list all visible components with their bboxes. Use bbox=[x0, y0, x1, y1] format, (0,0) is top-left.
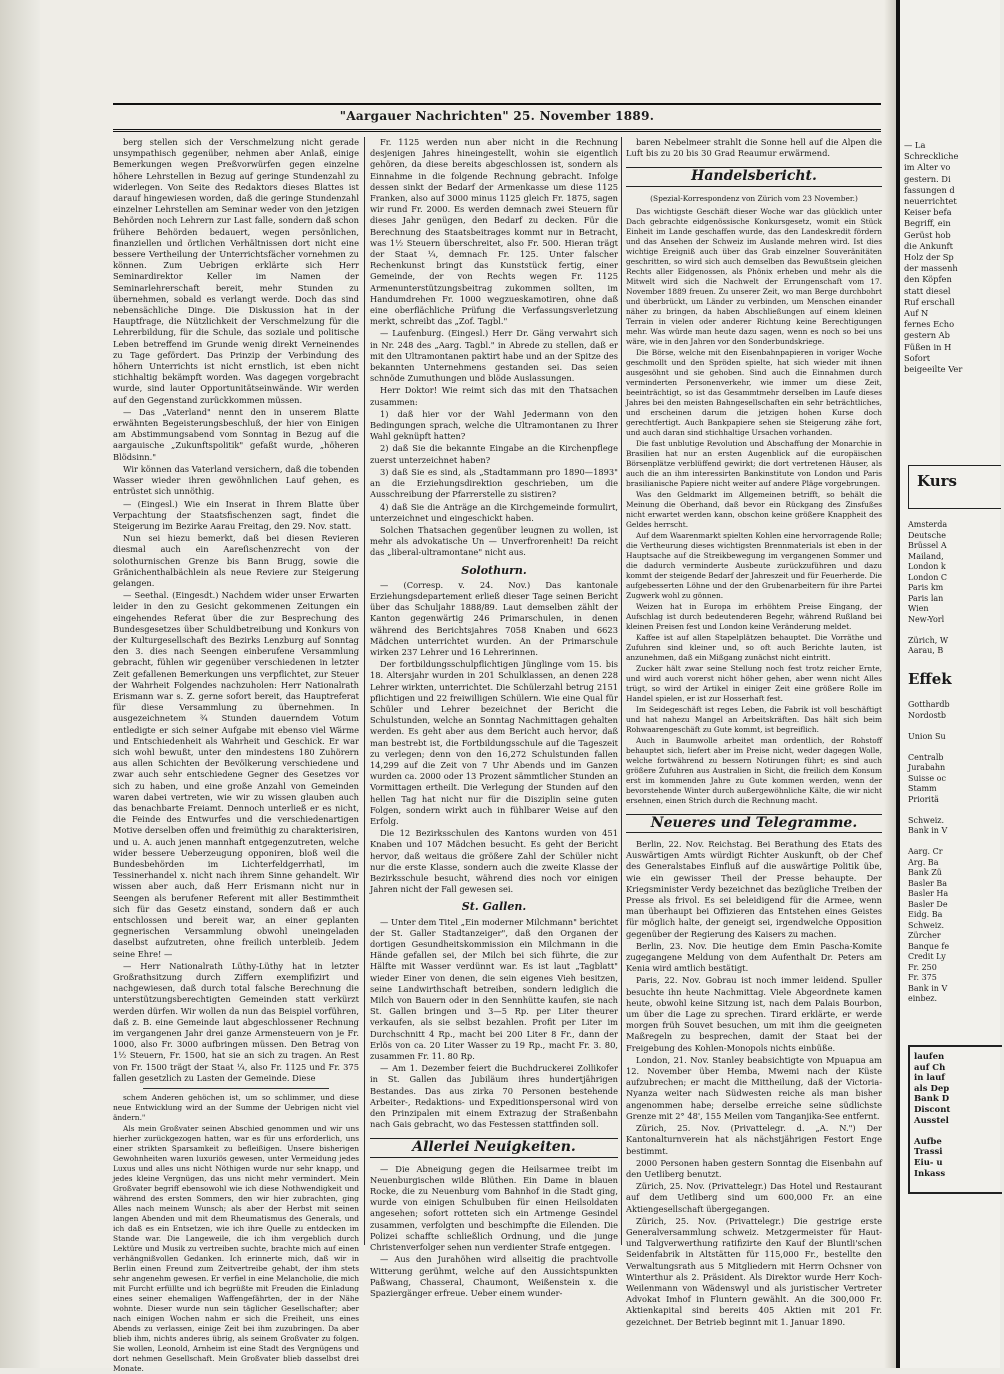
securities-list bbox=[908, 700, 1000, 1005]
section-heading-handelsbericht: Handelsbericht. bbox=[626, 167, 882, 186]
section-heading-allerlei: Allerlei Neuigkeiten. bbox=[370, 1138, 618, 1157]
list-item: Zürich, W bbox=[908, 635, 949, 645]
list-item: London k bbox=[908, 562, 946, 571]
list-item: Aufbe bbox=[914, 1136, 942, 1147]
article-paragraph: Die fast unblutige Revolution und Abschaffung der Monarchie in Brasilien hat nur an ersten Augenblick auf die europäischen Börsenplätze verblüffend gewirkt; die dort vertretenen Häuser, als auch die an ihm interessirten Bankinstitute von London und Paris brasilianische Papiere nicht weiter auf andere Pläge vorgebrungen. bbox=[626, 438, 882, 488]
text-line: fassungen d bbox=[904, 184, 955, 195]
list-item: Banque fe bbox=[908, 941, 950, 951]
page-shadow bbox=[884, 0, 896, 1368]
list-item: Centralb bbox=[908, 752, 944, 762]
text-line: statt diesel bbox=[904, 285, 951, 296]
list-item: Suisse oc bbox=[908, 773, 946, 783]
list-item: Gotthardb bbox=[908, 700, 950, 709]
text-line: Holz der Sp bbox=[904, 252, 954, 263]
adjacent-page-text bbox=[904, 140, 1004, 375]
divider bbox=[143, 1088, 329, 1089]
list-item: Deutsche bbox=[908, 530, 946, 540]
list-item: Bank D bbox=[914, 1094, 950, 1105]
section-heading-telegramme: Neueres und Telegramme. bbox=[626, 814, 882, 833]
list-item: Prioritä bbox=[908, 794, 939, 804]
article-paragraph: Fr. 1125 werden nun aber nicht in die Rechnung desjenigen Jahres hineingestellt, wohin sie eigentlich gehören, da diese bereits abgeschlossen ist, sondern als Einnahme in die folgende Rechnung gebracht. Infolge dessen sinkt der Bedarf der Armenkasse um diese 1125 Franken, also auf 3000 minus 1125 gleich Fr. 1875, sagen wir rund Fr. 2000. Es werden demnach zwei Steuern für dieses Jahr genügen, den Bedarf zu decken. Für die Berechnung des Staatsbeitrages kommt nur in Betracht, was 1½ Steuern überschreitet, also Fr. 500. Hieran trägt der Staat ¼, demnach Fr. 125. Unter falscher Rechenkunst bringt das Kunststück fertig, einer Gemeinde, der von Rechts wegen Fr. 1125 Armenunterstützungsbeitrag zukommen sollten, im Handumdrehen Fr. 1000 wegzueskamotiren, ohne daß eine oberflächliche Prüfung die Verfassungsverletzung merkt, schreibt das „Zof. Tagbl." bbox=[370, 137, 618, 327]
list-item: Aarg. Cr bbox=[908, 847, 943, 856]
list-item: Arg. Ba bbox=[908, 857, 939, 867]
article-paragraph: Im Seidegeschäft ist reges Leben, die Fabrik ist voll beschäftigt und hat nahezu Mangel an Arbeitskräften. Das hält sich beim Rohwaarengeschäft zu Gute kommt, ist begreiflich. bbox=[626, 704, 882, 734]
article-paragraph: Was den Geldmarkt im Allgemeinen betrifft, so behält die Meinung die Oberhand, daß bevor ein Rückgang des Zinsfußes nicht erwartet werden kann, obschon keine größere Knappheit des Geldes herrscht. bbox=[626, 489, 882, 529]
list-item: Eiu- u bbox=[914, 1157, 943, 1168]
article-paragraph: baren Nebelmeer strahlt die Sonne hell auf die Alpen die Luft bis zu 20 bis 30 Grad Reaumur erwärmend. bbox=[626, 137, 882, 159]
list-item: Paris km bbox=[908, 583, 944, 592]
list-item: Eidg. Ba bbox=[908, 910, 943, 919]
article-paragraph: Zürich, 25. Nov. (Privattelegr. d. „A. N.") Der Kantonalturnverein hat als nächstjährigen Festort Enge bestimmt. bbox=[626, 1123, 882, 1156]
text-line: im Alter vo bbox=[904, 162, 951, 173]
article-paragraph: Zürich, 25. Nov. (Privattelegr.) Die gestrige erste Generalversammlung schweiz. Metzgermeister für Haut- und Talgverwerthung ratifizirte den Kauf der Bluntli'schen Seidenfabrik in Altstätten für 115,000 Fr., bestellte den Verwaltungsrath aus 5 Mitgliedern mit Herrn Ochsner von Winterthur als 2. Präsident. Als Direktor wurde Herr Koch-Weilenmann von Wädenswyl und als juristischer Vertreter Advokat Imhof in Fluntern gewählt. An die 300,000 Fr. Aktienkapital sind bereits 405 Aktien mit 201 Fr. gezeichnet. Der Betrieb beginnt mit 1. Januar 1890. bbox=[626, 1215, 882, 1327]
article-paragraph: Zucker hält zwar seine Stellung noch fest trotz reicher Ernte, und wird auch vorerst nicht höher gehen, aber wenn nicht Alles trügt, so wird der Artikel in einiger Zeit eine größere Rolle im Handel spielen, er ist zur Hosserhaft fest. bbox=[626, 663, 882, 703]
list-item bbox=[908, 742, 1000, 753]
list-item: Bank in V bbox=[908, 983, 948, 993]
list-item: Basler De bbox=[908, 899, 948, 909]
article-paragraph: Wir können das Vaterland versichern, daß die tobenden Wasser wieder ihren gewöhnlichen Lauf gehen, es entrüstet sich unnöthig. bbox=[113, 463, 359, 497]
text-line: — La bbox=[904, 140, 926, 150]
article-paragraph: — Das „Vaterland" nennt den in unserem Blatte erwähnten Begeisterungsbeschluß, der hier von Einigen am Abstimmungsabend vom Sonntag in Bezug auf die aargauische „Zukunftspolitik" gefaßt wurde, „höheren Blödsinn." bbox=[113, 406, 359, 462]
text-line: beigeeilte Ver bbox=[904, 364, 963, 375]
list-item: in lauf bbox=[914, 1073, 945, 1084]
feuilleton-paragraph: Als mein Großvater seinen Abschied genommen und wir uns hierher zurückgezogen hatten, war es für uns erforderlich, uns einer strikten Sparsamkeit zu befleißigen. Unsere bisherigen Gewohnheiten waren luxuriös gewesen, unter Vermeidung jedes Luxus und alles uns nicht Nöthigen wurde nur sehr knapp, und jedes kleine Vergnügen, das uns nicht mehr vermindert. Mein Großvater begriff ebensowohl wie ich diese Nothwendigkeit und während des ersten Sommers, den wir hier zubrachten, ging Alles nach meinem Wunsch; als aber der Herbst mit seinen langen Abenden und mit dem Rheumatismus des Generals, und ich daß es ein Entsetzen, wie ich ihre Quelle zu entdecken im Stande war. Die Langeweile, die ich ihm vergeblich durch Lektüre und Musik zu vertreiben suchte, brachte mich auf einen verhängnißvollen Gedanken. Ich erinnerte mich, daß wir in Berlin einen Freund zum Zeitvertreibe gehabt, der ihm stets sehr angenehm gewesen. Er verfiel in eine Melancholie, die mich mit Furcht erfüllte und ich begrüßte mit Freuden die Einladung eines seiner ehemaligen Waffengefährten, der in der Nähe wohnte. Dieser wurde nun sein täglicher Gesellschafter; aber nach einigen Wochen nahm er sich die Freiheit, uns eines Abends zu verlassen, einige Zeit bei ihm zuzubringen. Da aber blieb ihm, nichts anderes übrig, als seinem Großvater zu folgen. Sie wollen, Leonold, Arnheim ist eine Stadt des Vergnügens und dort nehmen Gesellschaft. Mein Großvater blieb dasselbst drei Monate. bbox=[113, 1124, 359, 1374]
list-item: Discont bbox=[914, 1104, 951, 1115]
article-paragraph: Auf dem Waarenmarkt spielten Kohlen eine hervorragende Rolle; die Vertheurung dieses wichtigsten Brennmaterials ist eben in der Hauptsache auf die Streikbewegung im vergangenen Sommer und die dadurch verminderte Ausbeute zurückzuführen und dazu kommt der steigende Bedarf der Jahreszeit und für Feuerherde. Die aufgebesserten Löhne und der den Grubenarbeitern für ihre Partei Zugwerk wohl zu gönnen. bbox=[626, 530, 882, 600]
text-line: Keiser befa bbox=[904, 207, 952, 218]
section-heading-solothurn: Solothurn. bbox=[461, 563, 527, 577]
article-paragraph: Die 12 Bezirksschulen des Kantons wurden von 451 Knaben und 107 Mädchen besucht. Es geht der Bericht hervor, daß weitaus die größere Zahl der Schüler nicht nur die erste Klasse, sondern auch die zweite Klasse der Bezirksschule besucht, während dies noch vor einigen Jahren nicht der Fall gewesen sei. bbox=[370, 828, 618, 895]
list-item: Inkass bbox=[914, 1168, 946, 1179]
article-paragraph: Nun sei hiezu bemerkt, daß bei diesen Revieren diesmal auch ein Aareſischenzrecht von der solothurnischen Grenze bis Bann Brugg, sowie die Gränichenthalbächlein als neue Reviere zur Steigerung gelangen. bbox=[113, 533, 359, 588]
list-item: laufen bbox=[914, 1052, 945, 1062]
section-subheading: (Spezial-Korrespondenz von Zürich vom 23 November.) bbox=[650, 193, 858, 203]
text-line: der massenh bbox=[904, 263, 958, 274]
feuilleton-paragraph: schem Anderen gehöchen ist, um so schlimmer, und diese neue Entwicklung wird an der Summe der Uebrigen nicht viel ändern." bbox=[113, 1093, 359, 1123]
list-item: Credit Ly bbox=[908, 952, 946, 961]
list-item: einbez. bbox=[908, 994, 938, 1003]
text-line: Schreckliche bbox=[904, 151, 959, 162]
text-line: Auf N bbox=[904, 308, 929, 319]
text-line: Ruf erschall bbox=[904, 296, 955, 307]
list-item: London C bbox=[908, 572, 948, 582]
list-item bbox=[908, 625, 1000, 636]
list-item bbox=[908, 721, 1000, 732]
kurse-box bbox=[908, 465, 1001, 509]
list-item bbox=[908, 805, 1000, 816]
article-paragraph: — Herr Nationalrath Lüthy-Lüthy hat in letzter Großrathsitzung durch Ziffern exemplifizirt und nachgewiesen, daß durch total falsche Berechnung die unterstützungsberechtigten Gemeinden statt verkürzt werden dürfen. Wir wollen da nun das Beispiel vorführen, daß z. B. eine Gemeinde laut abgeschlossener Rechnung im vergangenen Jahr drei ganze Armensteuern von je Fr. 1000, also Fr. 3000 aufbringen müssen. Den Betrag von 1½ Steuern, Fr. 1500, hat sie an sich zu tragen. An Rest von Fr. 1500 trägt der Staat ¼, also Fr. 1125 und Fr. 375 fallen gesetzlich zu Lasten der Gemeinde. Diese bbox=[113, 960, 359, 1083]
text-line: gestern. Di bbox=[904, 173, 951, 184]
list-item: Trassi bbox=[914, 1147, 943, 1158]
list-item: Basler Ba bbox=[908, 878, 948, 888]
text-line: den Köpfen bbox=[904, 274, 952, 285]
list-item: Nordostb bbox=[908, 710, 947, 720]
list-item bbox=[908, 837, 1000, 848]
article-paragraph: — (Corresp. v. 24. Nov.) Das kantonale Erziehungsdepartement erließ dieser Tage seinen Bericht über das Schuljahr 1888/89. Laut demselben zählt der Kanton gegenwärtig 246 Primarschulen, in denen während des Berichtsjahres 7058 Knaben und 6623 Mädchen unterrichtet wurden. An der Primarschule wirken 237 Lehrer und 16 Lehrerinnen. bbox=[370, 579, 618, 657]
article-paragraph: — (Eingesl.) Wie ein Inserat in Ihrem Blatte über Verpachtung der Staatsfischenzen sagt, findet die Steigerung im Bezirke Aarau Freitag, den 29. Nov. statt. bbox=[113, 498, 359, 531]
list-item: New-Yorl bbox=[908, 614, 945, 624]
article-paragraph: — Seethal. (Eingesdt.) Nachdem wider unser Erwarten leider in den zu Gesicht gekommenen Zeitungen ein eingehendes Referat über die zur Besprechung des Bundesgesetzes über Schuldbetreibung und Konkurs von der Kulturgesellschaft des Bezirks Lenzburg auf Sonntag den 3. dies nach Seengen einberufene Versammlung gebracht, fühlen wir gegenüber verschiedenen in letzter Zeit gefallenen Bemerkungen uns verpflichtet, zur Steuer der Wahrheit Folgendes nachzuholen: Herr Nationalrath Erismann war s. Z. gerne sofort bereit, das Hauptreferat für diese Versammlung zu übernehmen. In ausgezeichnetem ¾ Stunden dauerndem Votum entledigte er sich seiner Aufgabe mit ebenso viel Wärme und Entschiedenheit als Wahrheit und Geschick. Er war sich wohl bewußt, unter den mindestens 180 Zuhörern aus allen Schichten der Bevölkerung verschiedene und zwar auch sehr entschiedene Gegner des Gesetzes vor sich zu haben, und eine große Anzahl von Gemeinden waren dabei vertreten, wie wir zu wissen glauben auch das benachbarte Freiamt. Dennoch unterließ er es nicht, die Feinde des Entwurfes und die verschiedenartigen Motive derselben offen und freimüthig zu charakterisiren, und u. A. auch jenen mannhaft entgegenzutreten, welche wider bessere Ueberzeugung opponiren, bloß weil die Bundesbehörden im Lichterfeldgerrhatl, im Tessinerhandel x. nicht nach ihrem Sinne gehandelt. Wir wissen aber auch, daß Herr Erismann nicht nur in Seengen als berufener Referent mit aller Bestimmtheit sich für das Gesetz einstand, sondern daß er auch entschlossen und bereit war, an einer geplanten gegnerischen Versammlung obwohl uneingeladen daselbst aufzutreten, ohne freilich unterbleib. Jedem seine Ehre! — bbox=[113, 590, 359, 959]
list-item: auf Ch bbox=[914, 1062, 946, 1073]
column-rule bbox=[621, 137, 622, 1245]
article-paragraph: berg stellen sich der Verschmelzung nicht gerade unsympathisch gegenüber, nehmen aber Anlaß, einige Bemerkungen wegen Preßvorwürfen gegen einzelne höhere Lehrstellen in Bezug auf geringe Stundenzahl zu widerlegen. Von Seite des Redaktors dieses Blattes ist darauf hingewiesen worden, daß die geringe Stundenzahl einzelner Lehrstellen am Seminar weder von den jetzigen Behörden noch Lehrern zur Last falle, sondern daß schon frühere Behörden bedauert, wegen persönlichen, finanziellen und örtlichen Verhältnissen dort nicht eine bessere Vertheilung der Unterrichtsfächer vornehmen zu können. Zum Uebrigen erklärte sich Herr Seminardirektor Keller im Namen der Seminarlehrerschaft bereit, mehr Stunden zu übernehmen, sobald es verlangt werde. Doch das sind nebensächliche Dinge. Die Diskussion hat in der Hauptfrage, die Nützlichkeit der Verschmelzung für die Lehrerbildung, für die Schule, das soziale und politische Leben betreffend im Grunde wenig direkt Verneinendes zu Tage gefördert. Das Prinzip der Verbindung des höhern Unterrichts ist nicht ernstlich, ist eben nicht stichhaltig bekämpft worden. Was dagegen vorgebracht wurde, sind lauter Opportunitätseinwände. Wir werden auf den Gegenstand zurückkommen müssen. bbox=[113, 137, 359, 405]
text-line: gestern Ab bbox=[904, 330, 950, 341]
list-item: Wien bbox=[908, 604, 929, 613]
list-item: Aarau, B bbox=[908, 646, 944, 655]
list-item: Schweiz. bbox=[908, 815, 945, 825]
article-paragraph: Auch in Baumwolle arbeitet man ordentlich, der Rohstoff behauptet sich, liefert aber im Preise nicht, weder dagegen Wolle, welche fortwährend zu bessern Notirungen führt; es sind auch größere Zufuhren aus Australien in Sicht, die freilich dem Konsum erst im kommenden Jahre zu Gute kommen werden, wenn der bevorstehende Winter durch außergewöhnliche Kälte, die wir nicht ersehnen, einen Strich durch die Rechnung macht. bbox=[626, 735, 882, 805]
article-paragraph: Paris, 22. Nov. Gobrau ist noch immer leidend. Spuller besuchte ihn heute Nachmittag. Viele Abgeordnete kamen heute, obwohl keine Sitzung ist, nach dem Palais Bourbon, um über die Lage zu sprechen. Tirard erklärte, er werde morgen früh Souvet besuchen, um mit ihm die geeigneten Maßregeln zu besprechen, damit der Staat bei der Freigebung des Kohlen-Monopols nichts einbüße. bbox=[626, 975, 882, 1053]
article-paragraph: — Aus den Jurahöhen wird allseitig die prachtvolle Witterung gerühmt, welche auf den Aussichtspunkten Paßwang, Chasseral, Chaumont, Weißenstein x. die Spaziergänger erfreue. Ueber einem wunder- bbox=[370, 1254, 618, 1298]
column-3 bbox=[626, 137, 882, 1327]
exchange-list bbox=[908, 520, 1000, 657]
list-item: als Dep bbox=[914, 1083, 950, 1094]
article-paragraph: London, 21. Nov. Stanley beabsichtigte von Mpuapua am 12. November über Hemba, Mwemi nach der Küste aufzubrechen; er macht die Mittheilung, daß der Victoria-Nyanza weiter nach Südwesten reiche als man bisher angenommen habe; derselbe erreiche seine südlichste Grenze mit 2° 48', 155 Meilen vom Tanganjika-See entfernt. bbox=[626, 1054, 882, 1121]
list-item bbox=[914, 1126, 1000, 1137]
article-paragraph: Weizen hat in Europa im erhöhtem Preise Eingang, der Aufschlag ist durch bedeutenderen Begehr, während Rußland bei kleinen Preisen fest und London keine Veränderung meldet. bbox=[626, 601, 882, 631]
article-paragraph: Kaffee ist auf allen Stapelplätzen behauptet. Die Vorräthe und Zufuhren sind kleiner und, so oft auch Berichte lauten, ist anzunehmen, daß ein Mißgang zunächst nicht eintritt. bbox=[626, 632, 882, 662]
text-line: die Ankunft bbox=[904, 240, 953, 251]
article-paragraph: 2) daß Sie die bekannte Eingabe an die Kirchenpflege zuerst unterzeichnet haben? bbox=[370, 443, 618, 465]
text-line: neuerrichtet bbox=[904, 196, 957, 207]
list-item: Zürcher bbox=[908, 931, 941, 940]
kurse-title: Kurs bbox=[917, 472, 957, 490]
masthead bbox=[113, 103, 881, 132]
column-1 bbox=[113, 137, 359, 1374]
list-item: Fr. 250 bbox=[908, 962, 937, 972]
article-paragraph: Die Börse, welche mit den Eisenbahnpapieren in voriger Woche geschmollt und den Spröden spielte, hat sich wieder mit ihnen ausgesöhnt und sie gehoben. Sind auch die Einnahmen durch verminderten Personenverkehr, wie immer um diese Zeit, beeinträchtigt, so ist das Gesammtmehr derselben im Laufe dieses Jahres bei den meisten Bahngesellschaften ein sehr beträchtliches, und erscheinen darum die jetzigen hohen Kurse doch gerechtfertigt. Auch Bankpapiere sehen sie Steigerung zähe fort, und auch daran sind stichhaltige Ursachen vorhanden. bbox=[626, 347, 882, 437]
article-paragraph: 1) daß hier vor der Wahl Jedermann von den Bedingungen sprach, welche die Ultramontanen zu Ihrer Wahl geknüpft hatten? bbox=[370, 408, 618, 442]
article-paragraph: Der fortbildungsschulpflichtigen Jünglinge vom 15. bis 18. Altersjahr wurden in 201 Schulklassen, an denen 228 Lehrer wirkten, unterrichtet. Die Schülerzahl betrug 2151 pflichtigen und 22 freiwilligen Schülern. Wie eine Qual für Schüler und Lehrer bezeichnet der Bericht die Schulstunden, welche an Sonntag Nachmittagen gehalten werden. Es geht aber aus dem Bericht auch hervor, daß man bestrebt ist, die Fortbildungsschule auf die Tageszeit zu verlegen; denn von den 16,272 Schulstunden fallen 14,299 auf die Zeit von 7 Uhr Abends und im Ganzen wurden ca. 2000 oder 13 Prozent sämmtlicher Stunden an Vormittagen ertheilt. Die Verlegung der Stunden auf den hellen Tag hat nicht nur für die Disziplin seine guten Folgen, sondern wirkt auch in fühlbarer Weise auf den Erfolg. bbox=[370, 659, 618, 826]
article-paragraph: — Die Abneigung gegen die Heilsarmee treibt im Neuenburgischen wilde Blüthen. Ein Dame in blauen Rocke, die zu Neuenburg vom Bahnhof in die Stadt ging, wurde von einigen Schulbuben für einen Heilsoldaten angesehen; sofort rotteten sich ein Artmenge Gesindel zusammen, verfolgten und beschimpfte die Eilenden. Die Polizei schaffte schließlich Ordnung, und die junge Christenverfolger sehen nun verdienter Strafe entgegen. bbox=[370, 1163, 618, 1253]
list-item: Stamm bbox=[908, 784, 937, 793]
masthead-title: "Aargauer Nachrichten" 25. November 1889. bbox=[339, 109, 655, 123]
scan-border bbox=[0, 0, 40, 1368]
list-item: Fr. 375 bbox=[908, 973, 937, 982]
article-paragraph: 2000 Personen haben gestern Sonntag die Eisenbahn auf den Uetliberg benutzt. bbox=[626, 1157, 882, 1179]
article-paragraph: Zürich, 25. Nov. (Privattelegr.) Das Hotel und Restaurant auf dem Uetliberg sind um 600,000 Fr. an eine Aktiengesellschaft übergegangen. bbox=[626, 1181, 882, 1214]
column-rule bbox=[364, 137, 365, 1245]
text-line: Füßen in H bbox=[904, 341, 952, 352]
list-item: Schweiz. bbox=[908, 920, 945, 930]
article-paragraph: Herr Doktor! Wie reimt sich das mit den Thatsachen zusammen: bbox=[370, 385, 618, 407]
article-paragraph: — Am 1. Dezember feiert die Buchdruckerei Zollikofer in St. Gallen das Jubiläum ihres hundertjährigen Bestandes. Das aus zirka 70 Personen bestehende Arbeiter-, Redaktions- und Expeditionspersonal wird von den Prinzipalen mit einem Extrazug der Straßenbahn nach Gais gebracht, wo das Festessen stattfinden soll. bbox=[370, 1063, 618, 1130]
text-line: fernes Echo bbox=[904, 319, 955, 330]
article-paragraph: 4) daß Sie die Anträge an die Kirchgemeinde formulirt, unterzeichnet und eingeschickt haben. bbox=[370, 501, 618, 523]
article-paragraph: Solchen Thatsachen gegenüber leugnen zu wollen, ist mehr als advokatische Un — Unverfrorenheit! Da reicht das „liberal-ultramontane" nicht aus. bbox=[370, 524, 618, 558]
list-item: Amsterda bbox=[908, 520, 948, 529]
section-heading-st-gallen: St. Gallen. bbox=[461, 900, 527, 914]
adjacent-page bbox=[900, 0, 1000, 1368]
list-item: Jurabahn bbox=[908, 763, 946, 772]
effekten-title: Effek bbox=[908, 670, 952, 688]
list-item: Paris lan bbox=[908, 593, 944, 603]
article-paragraph: Berlin, 22. Nov. Reichstag. Bei Berathung des Etats des Auswärtigen Amts würdigt Richter Auskunft, ob der Chef des Generalstabes Einfluß auf die auswärtige Politik übe, wie ein gewisser Theil der Presse behaupte. Der Kriegsminister Verdy bezeichnet das bezügliche Treiben der Presse als frivol. Es sei beleidigend für die Armee, wenn man überhaupt bei Offizieren das Entstehen eines Geistes für möglich halte, der geneigt sei, irgendwelche Opposition gegenüber der Regierung des Kaisers zu machen. bbox=[626, 839, 882, 939]
list-item: Union Su bbox=[908, 731, 946, 741]
list-item: Brüssel A bbox=[908, 541, 947, 550]
text-line: Gerüst hob bbox=[904, 229, 951, 240]
article-paragraph: 3) daß Sie es sind, als „Stadtammann pro 1890—1893" an die Erziehungsdirektion geschrieben, um die Ausschreibung der Pfarrerstelle zu sistiren? bbox=[370, 466, 618, 500]
list-item: Bank in V bbox=[908, 826, 948, 835]
article-paragraph: Berlin, 23. Nov. Die heutige dem Emin Pascha-Komite zugegangene Meldung von dem Aufenthalt Dr. Peters am Kenia wird amtlich bestätigt. bbox=[626, 940, 882, 974]
column-2 bbox=[370, 137, 618, 1298]
text-line: Sofort bbox=[904, 352, 931, 363]
list-item: Mailand, bbox=[908, 551, 944, 561]
list-item: Ausstel bbox=[914, 1115, 949, 1126]
bank-ad-text bbox=[914, 1052, 1000, 1179]
text-line: Begriff, ein bbox=[904, 218, 951, 229]
article-paragraph: — Laufenburg. (Eingesl.) Herr Dr. Gäng verwahrt sich in Nr. 248 des „Aarg. Tagbl." in Abrede zu stellen, daß er mit den Ultramontanen paktirt habe und an der Spitze des bekannten Unternehmens gestanden sei. Das seien schnöde Zumuthungen und blöde Auslassungen. bbox=[370, 328, 618, 384]
list-item: Bank Zü bbox=[908, 868, 942, 877]
article-paragraph: — Unter dem Titel „Ein moderner Milchmann" berichtet der St. Galler Stadtanzeiger", daß den Organen der dortigen Gesundheitskommission ein Milchmann in die Hände gefallen sei, der Milch bei sich führte, die zur Hälfte mit Wasser verdünnt war. Es ist laut „Tagblatt" wieder Einer von denen, die sein eigenes Vieh besitzen, seine Landwirthschaft betreiben, sondern lediglich die Milch von Bauern oder in den Sennhütte kaufen, sie nach St. Gallen bringen und 3—5 Rp. per Liter theurer verkaufen, als sie selbst bezahlen. Profit per Liter im Durchschnitt 4 Rp., macht bei 200 Liter 8 Fr., dann der Erlös von ca. 20 Liter Wasser zu 19 Rp., macht Fr. 3. 80, zusammen Fr. 11. 80 Rp. bbox=[370, 916, 618, 1062]
article-paragraph: Das wichtigste Geschäft dieser Woche war das glücklich unter Dach gebrachte eidgenössische Konkursgesetz, womit ein Stück Einheit im Lande geschaffen wurde, das den Landeskredit fördern und das Ansehen der Schweiz im Auslande mehren wird. Ist dies wichtige Ereigniß auch über das Grab einzelner Souveränitäten geschritten, so wird sich auch demselben das Bewußtsein gleichen Rechts aller Eidgenossen, als Phönix erheben und mehr als die Mitwelt wird sich die Nachwelt der Errungenschaft vom 17. November 1889 freuen. Zu unserer Zeit, wo man Berge durchbohrt und überbrückt, um Länder zu verbinden, um Menschen einander näher zu bringen, da haben Abschließungen auf einem kleinen Terrain in vielen oder anderer Richtung keine Berechtigungen mehr. Was würde man heute dazu sagen, wenn es noch so bei uns wäre, wie in den Jahren vor den Sonderbundskriege. bbox=[626, 206, 882, 346]
list-item: Basler Ha bbox=[908, 889, 949, 898]
